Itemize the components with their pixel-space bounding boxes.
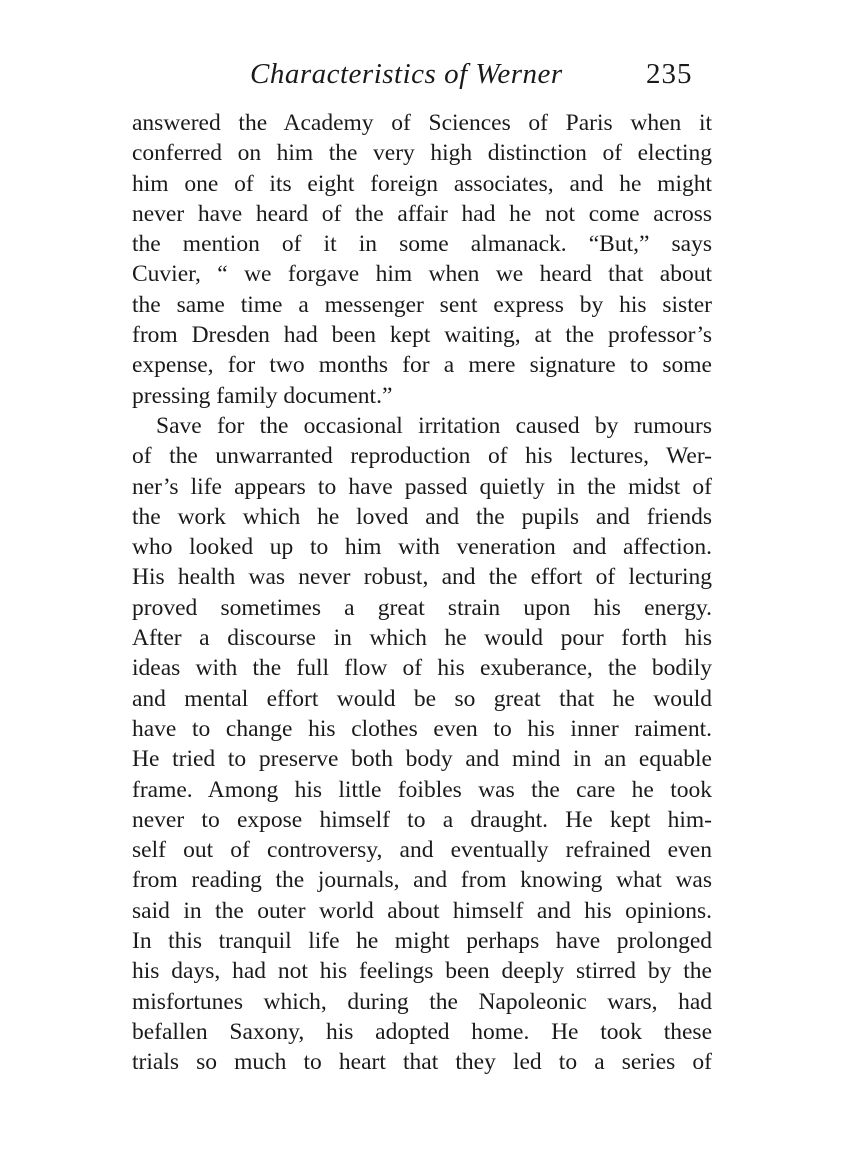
text-line: never have heard of the affair had he not come across <box>132 200 712 227</box>
text-line: who looked up to him with veneration and affection. <box>132 534 712 561</box>
text-line: expense, for two months for a mere signature to some <box>132 352 712 379</box>
text-line: conferred on him the very high distinction of electing <box>132 140 712 167</box>
text-line: his days, had not his feelings been deeply stirred by the <box>132 958 712 985</box>
text-line: befallen Saxony, his adopted home. He took these <box>132 1018 712 1045</box>
text-line: frame. Among his little foibles was the care he took <box>132 776 712 803</box>
text-line: him one of its eight foreign associates, and he might <box>132 170 712 197</box>
text-line: have to change his clothes even to his inner raiment. <box>132 715 712 742</box>
text-line: never to expose himself to a draught. He kept him- <box>132 806 712 833</box>
text-line: the mention of it in some almanack. “But,” says <box>132 231 712 258</box>
body-text <box>132 108 712 1078</box>
text-line: Cuvier, “ we forgave him when we heard that about <box>132 261 712 288</box>
text-line: from reading the journals, and from knowing what was <box>132 867 712 894</box>
text-line-paragraph-end: pressing family document.” <box>132 382 393 409</box>
text-line: the work which he loved and the pupils and friends <box>132 503 712 530</box>
text-line: misfortunes which, during the Napoleonic wars, had <box>132 988 712 1015</box>
text-line-paragraph-start: Save for the occasional irritation caused by rumours <box>156 412 712 439</box>
page-number: 235 <box>646 58 693 90</box>
text-line: the same time a messenger sent express by his sister <box>132 291 712 318</box>
text-line: ideas with the full flow of his exuberance, the bodily <box>132 655 712 682</box>
text-line: After a discourse in which he would pour forth his <box>132 625 712 652</box>
text-line: and mental effort would be so great that he would <box>132 685 712 712</box>
text-line: self out of controversy, and eventually refrained even <box>132 837 712 864</box>
text-line: of the unwarranted reproduction of his lectures, Wer- <box>132 443 712 470</box>
text-line: from Dresden had been kept waiting, at the professor’s <box>132 322 712 349</box>
text-line: He tried to preserve both body and mind in an equable <box>132 746 712 773</box>
running-head <box>0 58 850 98</box>
text-line: trials so much to heart that they led to a series of <box>132 1049 712 1076</box>
text-line: His health was never robust, and the effort of lecturing <box>132 564 712 591</box>
text-line: ner’s life appears to have passed quietly in the midst of <box>132 473 712 500</box>
text-line: answered the Academy of Sciences of Paris when it <box>132 110 712 136</box>
text-line: In this tranquil life he might perhaps have prolonged <box>132 928 712 955</box>
running-head-title: Characteristics of Werner <box>250 58 563 90</box>
text-line: proved sometimes a great strain upon his energy. <box>132 594 712 621</box>
text-line: said in the outer world about himself and his opinions. <box>132 897 712 924</box>
